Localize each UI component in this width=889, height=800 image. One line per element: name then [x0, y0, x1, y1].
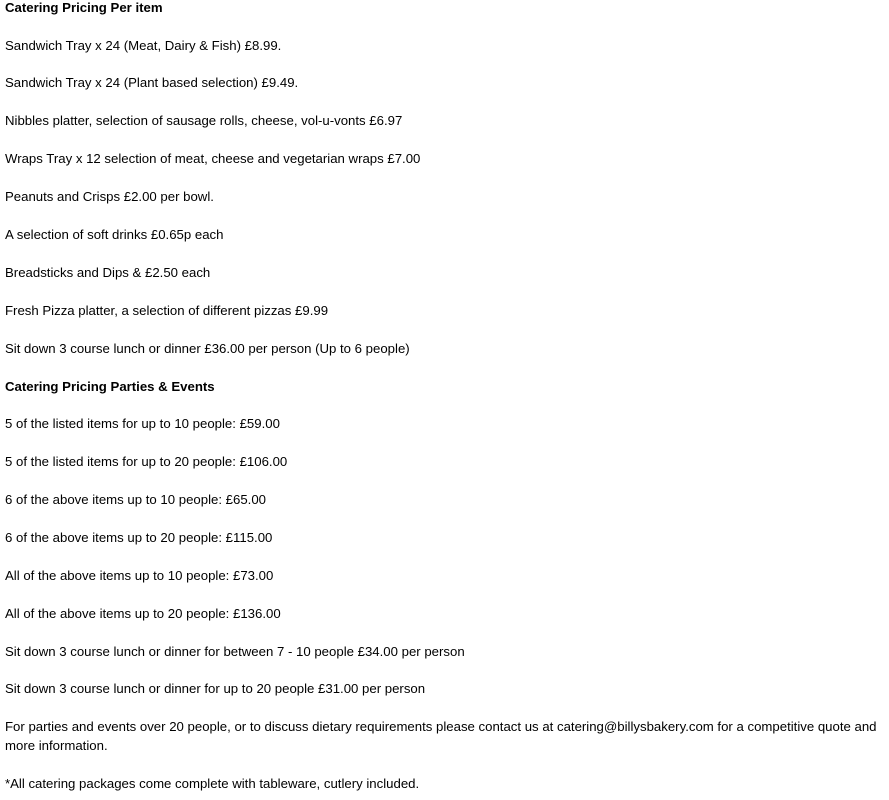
price-item: Sandwich Tray x 24 (Plant based selection) £9.49. — [5, 75, 299, 90]
price-item: Wraps Tray x 12 selection of meat, cheese and vegetarian wraps £7.00 — [5, 151, 421, 166]
footnote: *All catering packages come complete with tableware, cutlery included. — [5, 776, 420, 791]
package-item: All of the above items up to 20 people: £136.00 — [5, 606, 281, 621]
package-item: Sit down 3 course lunch or dinner for between 7 - 10 people £34.00 per person — [5, 644, 465, 659]
package-item: 5 of the listed items for up to 20 people: £106.00 — [5, 454, 288, 469]
package-item: 6 of the above items up to 10 people: £65.00 — [5, 492, 267, 507]
per-item-heading: Catering Pricing Per item — [5, 0, 163, 15]
parties-heading: Catering Pricing Parties & Events — [5, 379, 215, 394]
price-item: Peanuts and Crisps £2.00 per bowl. — [5, 189, 214, 204]
contact-note: For parties and events over 20 people, or to discuss dietary requirements please contact us at catering@billysbakery.com for a competitive quote and more information. — [5, 719, 877, 753]
price-item: A selection of soft drinks £0.65p each — [5, 227, 224, 242]
price-item: Nibbles platter, selection of sausage rolls, cheese, vol-u-vonts £6.97 — [5, 113, 403, 128]
package-item: Sit down 3 course lunch or dinner for up to 20 people £31.00 per person — [5, 681, 426, 696]
price-item: Sandwich Tray x 24 (Meat, Dairy & Fish) £8.99. — [5, 38, 282, 53]
package-item: All of the above items up to 10 people: £73.00 — [5, 568, 274, 583]
price-item: Breadsticks and Dips & £2.50 each — [5, 265, 211, 280]
price-item: Sit down 3 course lunch or dinner £36.00 per person (Up to 6 people) — [5, 341, 410, 356]
package-item: 5 of the listed items for up to 10 people: £59.00 — [5, 416, 280, 431]
package-item: 6 of the above items up to 20 people: £115.00 — [5, 530, 273, 545]
price-item: Fresh Pizza platter, a selection of different pizzas £9.99 — [5, 303, 329, 318]
